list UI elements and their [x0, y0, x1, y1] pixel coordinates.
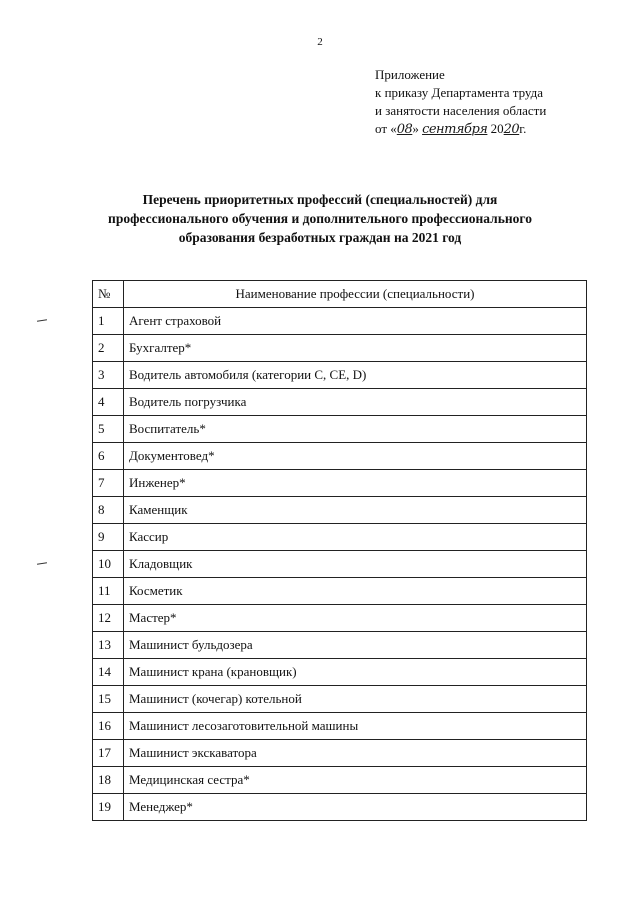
row-number-cell: 18: [93, 767, 124, 794]
row-profession-cell: Воспитатель*: [124, 416, 587, 443]
row-number-cell: 11: [93, 578, 124, 605]
table-row: [93, 308, 587, 335]
row-profession-cell: Машинист экскаватора: [124, 740, 587, 767]
table-row: [93, 416, 587, 443]
table-row: [93, 794, 587, 821]
table-row: [93, 335, 587, 362]
title-line-2: профессионального обучения и дополнительного профессионального: [108, 211, 532, 226]
row-profession-cell: Машинист бульдозера: [124, 632, 587, 659]
row-number-cell: 14: [93, 659, 124, 686]
row-profession-cell: Машинист (кочегар) котельной: [124, 686, 587, 713]
row-number-cell: 12: [93, 605, 124, 632]
date-year-prefix: 20: [487, 121, 504, 136]
date-day-handwritten: 08: [396, 122, 413, 137]
table-row: [93, 497, 587, 524]
row-profession-cell: Мастер*: [124, 605, 587, 632]
row-number-cell: 19: [93, 794, 124, 821]
row-number-cell: 2: [93, 335, 124, 362]
table-row: [93, 767, 587, 794]
row-profession-cell: Каменщик: [124, 497, 587, 524]
row-profession-cell: Документовед*: [124, 443, 587, 470]
table-row: [93, 632, 587, 659]
row-profession-cell: Машинист крана (крановщик): [124, 659, 587, 686]
appendix-line-1: Приложение: [375, 67, 445, 82]
row-number-cell: 9: [93, 524, 124, 551]
margin-scan-mark: [37, 562, 47, 564]
row-profession-cell: Агент страховой: [124, 308, 587, 335]
row-profession-cell: Медицинская сестра*: [124, 767, 587, 794]
margin-scan-mark: [37, 319, 47, 321]
appendix-block: [375, 66, 546, 139]
date-year-handwritten: 20: [503, 122, 520, 137]
row-profession-cell: Кассир: [124, 524, 587, 551]
row-number-cell: 5: [93, 416, 124, 443]
row-number-cell: 15: [93, 686, 124, 713]
row-number-cell: 16: [93, 713, 124, 740]
row-profession-cell: Кладовщик: [124, 551, 587, 578]
title-line-1: Перечень приоритетных профессий (специальностей) для: [142, 192, 498, 207]
date-end: г.: [519, 121, 527, 136]
row-profession-cell: Инженер*: [124, 470, 587, 497]
table-row: [93, 605, 587, 632]
row-number-cell: 10: [93, 551, 124, 578]
row-profession-cell: Машинист лесозаготовительной машины: [124, 713, 587, 740]
table-row: [93, 524, 587, 551]
row-number-cell: 4: [93, 389, 124, 416]
row-profession-cell: Бухгалтер*: [124, 335, 587, 362]
row-number-cell: 1: [93, 308, 124, 335]
row-number-cell: 3: [93, 362, 124, 389]
table-row: [93, 362, 587, 389]
row-number-cell: 13: [93, 632, 124, 659]
date-mid: »: [412, 121, 423, 136]
table-row: [93, 578, 587, 605]
appendix-line-3: и занятости населения области: [375, 103, 547, 118]
table-row: [93, 443, 587, 470]
title-line-3: образования безработных граждан на 2021 год: [178, 230, 462, 245]
row-profession-cell: Косметик: [124, 578, 587, 605]
table-row: [93, 686, 587, 713]
date-month-handwritten: сентября: [422, 122, 488, 137]
table-row: [93, 659, 587, 686]
row-number-cell: 7: [93, 470, 124, 497]
table-body: [93, 308, 587, 821]
row-profession-cell: Водитель автомобиля (категории С, СЕ, D): [124, 362, 587, 389]
appendix-line-2: к приказу Департамента труда: [375, 85, 543, 100]
row-number-cell: 8: [93, 497, 124, 524]
row-profession-cell: Водитель погрузчика: [124, 389, 587, 416]
row-profession-cell: Менеджер*: [124, 794, 587, 821]
page-number: 2: [317, 36, 323, 48]
table-row: [93, 470, 587, 497]
date-prefix: от «: [375, 121, 397, 136]
table-header-row: [93, 281, 587, 308]
professions-table: [92, 280, 587, 821]
header-profession-name: Наименование профессии (специальности): [124, 281, 587, 308]
table-row: [93, 713, 587, 740]
table-row: [93, 389, 587, 416]
table-row: [93, 740, 587, 767]
header-number: №: [93, 281, 124, 308]
table-row: [93, 551, 587, 578]
row-number-cell: 6: [93, 443, 124, 470]
appendix-date-line: [375, 120, 546, 139]
row-number-cell: 17: [93, 740, 124, 767]
document-title: [0, 190, 640, 247]
